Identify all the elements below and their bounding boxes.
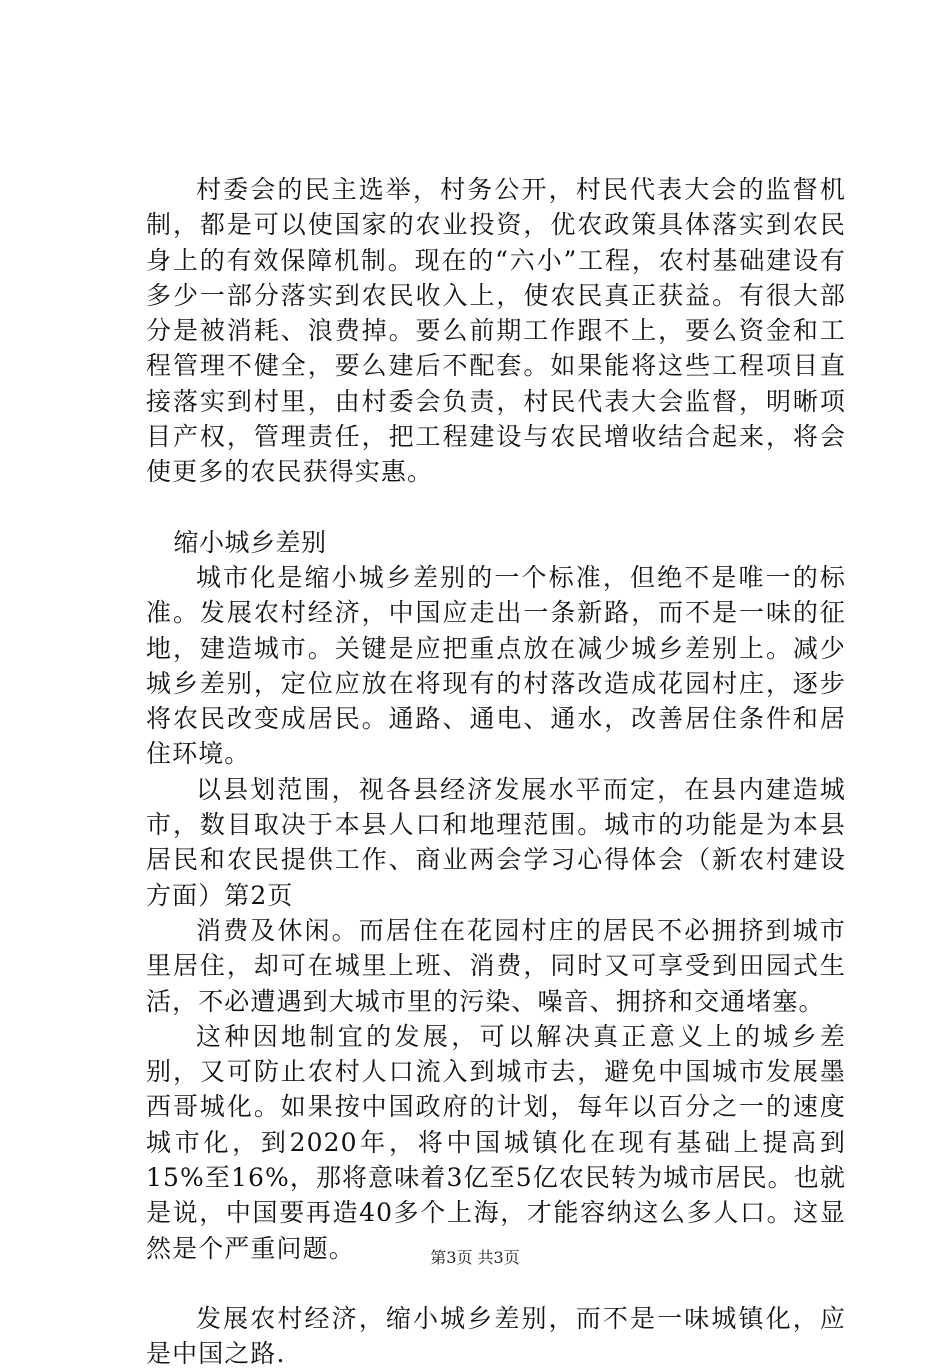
paragraph-consumption: 消费及休闲。而居住在花园村庄的居民不必拥挤到城市里居住，却可在城里上班、消费，同时又可享受到田园式生活，不必遭遇到大城市里的污染、噪音、拥挤和交通堵塞。	[146, 915, 846, 1016]
paragraph-urbanization: 城市化是缩小城乡差别的一个标准，但绝不是唯一的标准。发展农村经济，中国应走出一条新路，而不是一味的征地，建造城市。关键是应把重点放在减少城乡差别上。减少城乡差别，定位应放在将现有的村落改造成花园村庄，逐步将农民改变成居民。通路、通电、通水，改善居住条件和居住环境。	[146, 562, 846, 769]
paragraph-village-committee: 村委会的民主选举，村务公开，村民代表大会的监督机制，都是可以使国家的农业投资，优农政策具体落实到农民身上的有效保障机制。现在的“六小”工程，农村基础建设有多少一部分落实到农民收入上，使农民真正获益。有很大部分是被消耗、浪费掉。要么前期工作跟不上，要么资金和工程管理不健全，要么建后不配套。如果能将这些工程项目直接落实到村里，由村委会负责，村民代表大会监督，明晰项目产权，管理责任，把工程建设与农民增收结合起来，将会使更多的农民获得实惠。	[146, 175, 846, 487]
section-heading: 缩小城乡差别	[173, 527, 327, 557]
document-body	[146, 172, 846, 1372]
paragraph-conclusion: 发展农村经济，缩小城乡差别，而不是一味城镇化，应是中国之路.	[146, 1303, 846, 1369]
paragraph-county-cities: 以县划范围，视各县经济发展水平而定，在县内建造城市，数目取决于本县人口和地理范围。城市的功能是为本县居民和农民提供工作、商业两会学习心得体会（新农村建设方面）第2页	[146, 774, 846, 910]
page-footer: 第3页 共3页	[430, 1248, 520, 1267]
paragraph-local-development: 这种因地制宜的发展，可以解决真正意义上的城乡差别，又可防止农村人口流入到城市去，避免中国城市发展墨西哥城化。如果按中国政府的计划，每年以百分之一的速度城市化，到2020年，将中国城镇化在现有基础上提高到15%至16%，那将意味着3亿至5亿农民转为城市居民。也就是说，中国要再造40多个上海，才能容纳这么多人口。这显然是个严重问题。	[146, 1021, 846, 1263]
